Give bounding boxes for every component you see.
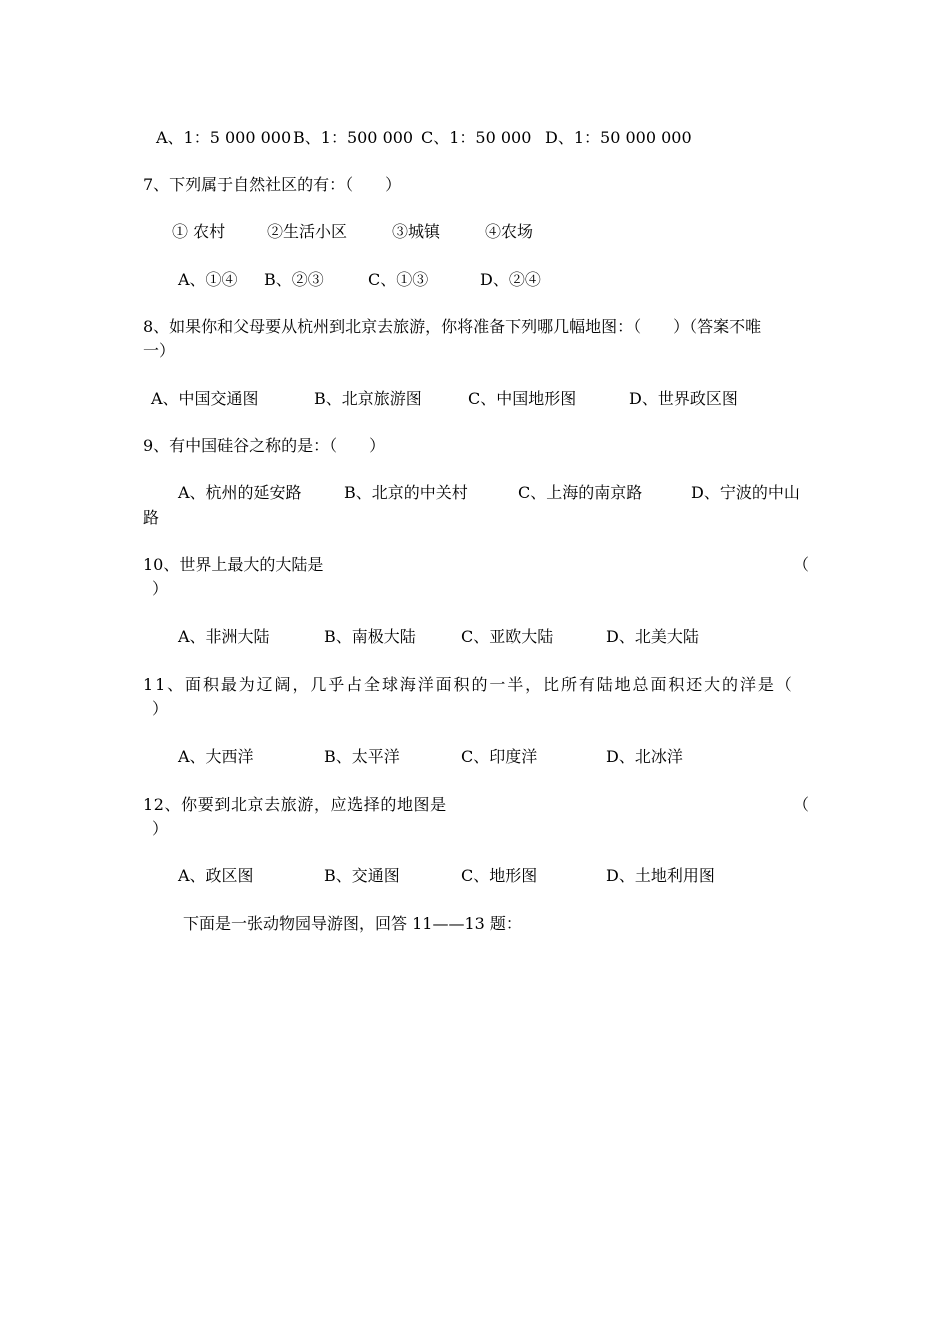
q9-option-b: B、北京的中关村 <box>344 483 468 502</box>
q6-option-d: D、1：50 000 000 <box>545 128 692 147</box>
q12-option-a: A、政区图 <box>178 866 254 885</box>
q7-option-c: C、①③ <box>368 270 429 289</box>
q10-paren-close: ） <box>152 579 169 598</box>
q10-paren-open: （ <box>793 555 810 574</box>
q8-option-a: A、中国交通图 <box>151 389 259 408</box>
q6-option-c: C、1：50 000 <box>421 128 532 147</box>
q9-option-d-wrap: 路 <box>143 508 160 527</box>
q8-question-line2: 一） <box>143 341 176 360</box>
q12-question: 12、你要到北京去旅游，应选择的地图是 <box>143 795 447 814</box>
q11-option-c: C、印度洋 <box>461 747 538 766</box>
q10-option-d: D、北美大陆 <box>606 627 699 646</box>
q12-paren-close: ） <box>152 819 169 838</box>
q9-question: 9、有中国硅谷之称的是：（ ） <box>143 436 386 455</box>
q7-item-3: ③城镇 <box>392 222 441 241</box>
q12-paren-open: （ <box>793 795 810 814</box>
q12-option-c: C、地形图 <box>461 866 538 885</box>
q8-question-line1: 8、如果你和父母要从杭州到北京去旅游，你将准备下列哪几幅地图：（ ）（答案不唯 <box>143 317 762 336</box>
q10-option-b: B、南极大陆 <box>324 627 416 646</box>
q12-option-d: D、土地利用图 <box>606 866 715 885</box>
q6-option-a: A、1：5 000 000 <box>156 128 292 147</box>
q7-option-d: D、②④ <box>480 270 541 289</box>
q9-option-d: D、宁波的中山 <box>691 483 800 502</box>
q7-option-a: A、①④ <box>178 270 238 289</box>
q7-option-b: B、②③ <box>264 270 324 289</box>
q7-question: 7、下列属于自然社区的有：（ ） <box>143 175 402 194</box>
q7-item-1: ① 农村 <box>172 222 226 241</box>
q8-option-b: B、北京旅游图 <box>314 389 422 408</box>
q7-item-2: ②生活小区 <box>267 222 348 241</box>
q9-option-c: C、上海的南京路 <box>518 483 643 502</box>
q10-option-a: A、非洲大陆 <box>178 627 270 646</box>
q11-option-b: B、太平洋 <box>324 747 400 766</box>
q10-question: 10、世界上最大的大陆是 <box>143 555 324 574</box>
q11-option-a: A、大西洋 <box>178 747 254 766</box>
q6-option-b: B、1：500 000 <box>293 128 414 147</box>
q9-option-a: A、杭州的延安路 <box>178 483 302 502</box>
zoo-map-intro: 下面是一张动物园导游图，回答 11——13 题： <box>183 914 522 933</box>
q10-option-c: C、亚欧大陆 <box>461 627 554 646</box>
q7-item-4: ④农场 <box>485 222 534 241</box>
q11-paren-close: ） <box>152 699 169 718</box>
q11-question: 11、面积最为辽阔，几乎占全球海洋面积的一半，比所有陆地总面积还大的洋是（ <box>143 675 794 694</box>
q8-option-c: C、中国地形图 <box>468 389 577 408</box>
q11-option-d: D、北冰洋 <box>606 747 683 766</box>
q12-option-b: B、交通图 <box>324 866 400 885</box>
q8-option-d: D、世界政区图 <box>629 389 738 408</box>
